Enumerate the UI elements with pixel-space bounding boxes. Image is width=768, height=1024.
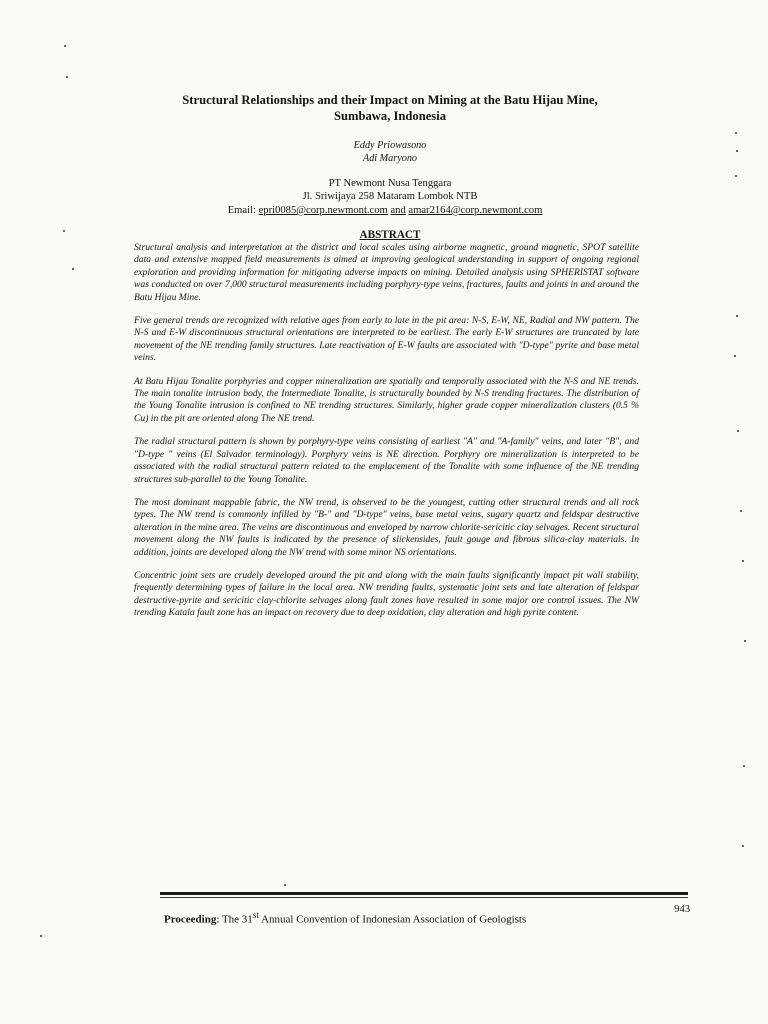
scan-speck bbox=[742, 560, 744, 562]
paper-title bbox=[130, 92, 650, 124]
email-conjunction: and bbox=[390, 205, 406, 216]
scan-speck bbox=[63, 230, 65, 232]
scan-speck bbox=[40, 935, 42, 937]
footer-proceeding bbox=[164, 908, 594, 927]
scan-speck bbox=[740, 510, 742, 512]
abstract-paragraph: Structural analysis and interpretation at the district and local scales using airborne magnetic, ground magnetic, SPOT satellite data and extensive mapped field measurements is aimed at improving geological understanding in support of ongoing regional exploration and providing information for mitigating adverse impacts on mining. Detailed analysis using SPHERISTAT software was conducted on over 7,000 structural measurements including porphyry-type veins, fractures, faults and joints in and around the Batu Hijau Mine. bbox=[134, 242, 639, 303]
title-line-1: Structural Relationships and their Impact on Mining at the Batu Hijau Mine, bbox=[182, 93, 598, 107]
email-line bbox=[150, 205, 620, 217]
affiliation-address: Jl. Sriwijaya 258 Mataram Lombok NTB bbox=[302, 190, 478, 202]
footer-text-post: Annual Convention of Indonesian Association of Geologists bbox=[258, 913, 527, 926]
scan-speck bbox=[64, 45, 66, 47]
page-number: 943 bbox=[674, 904, 690, 915]
scan-speck bbox=[72, 268, 74, 270]
footer-label: Proceeding bbox=[164, 913, 217, 926]
title-line-2: Sumbawa, Indonesia bbox=[334, 109, 446, 123]
scan-speck bbox=[736, 150, 738, 152]
scan-speck bbox=[744, 640, 746, 642]
email-address-1[interactable]: epri0085@corp.newmont.com bbox=[258, 205, 388, 216]
abstract-body bbox=[134, 242, 639, 631]
affiliation bbox=[190, 178, 590, 203]
abstract-paragraph: Five general trends are recognized with relative ages from early to late in the pit area: N-S, E-W, NE, Radial and NW pattern. The N-S and E-W discontinuous structural orientations are interpreted to be earliest. The early E-W structures are truncated by late movement of the NE trending family structures. Late reactivation of E-W faults are associated with "D-type" pyrite and base metal veins. bbox=[134, 315, 639, 364]
author-list bbox=[250, 139, 530, 165]
author-name: Adi Maryono bbox=[362, 153, 418, 164]
scan-speck bbox=[735, 175, 737, 177]
scan-speck bbox=[742, 845, 744, 847]
scan-speck bbox=[737, 430, 739, 432]
footer-rule-thick bbox=[160, 892, 688, 895]
email-address-2[interactable]: amar2164@corp.newmont.com bbox=[408, 205, 543, 216]
footer-superscript: st bbox=[252, 910, 259, 920]
abstract-paragraph: Concentric joint sets are crudely developed around the pit and along with the main faults significantly impact pit wall stability, frequently determining types of failure in the local area. NW trending faults, systematic joint sets and late alteration of feldspar destructive-pyrite and sericitic clay-chlorite selvages along fault zones have resulted in some major ore control issues. The NW trending Katala fault zone has an impact on recovery due to deep oxidation, clay alteration and high pyrite content. bbox=[134, 569, 639, 619]
footer-text-pre: : The 31 bbox=[216, 913, 253, 926]
abstract-paragraph: The most dominant mappable fabric, the NW trend, is observed to be the youngest, cutting other structural trends and all rock types. The NW trend is commonly infilled by "B-" and "D-type" veins, base metal veins, sugary quartz and feldspar destructive alteration in the mine area. The veins are discontinuous and enveloped by narrow chlorite-sericitic clay selvages. Recent structural movement along the NW faults is indicated by the presence of slickensides, fault gouge and fibrous silica-clay materials. In addition, joints are developed along the NW trend with some minor NS orientations. bbox=[134, 496, 639, 558]
scan-speck bbox=[284, 884, 286, 886]
affiliation-org: PT Newmont Nusa Tenggara bbox=[328, 178, 452, 189]
scan-speck bbox=[734, 355, 736, 357]
abstract-paragraph: The radial structural pattern is shown by porphyry-type veins consisting of earliest "A" and "A-family" veins, and later "B", and "D-type " veins (El Salvador terminology). Porphyry veins is NE direction. Porphyry ore mineralization is interpreted to be associated with the radial structural pattern related to the emplacement of the Tonalite with some influence of the NE trending structures sub-parallel to the Young Tonalite. bbox=[134, 436, 639, 485]
abstract-heading: ABSTRACT bbox=[359, 229, 421, 241]
scan-speck bbox=[66, 76, 68, 78]
email-label: Email: bbox=[227, 205, 256, 216]
abstract-paragraph: At Batu Hijau Tonalite porphyries and copper mineralization are spatially and temporally associated with the N-S and NE trends. The main tonalite intrusion body, the Intermediate Tonalite, is structurally bounded by N-S trending fractures. The distribution of the Young Tonalite intrusion is confined to NE trending structures. Similarly, higher grade copper mineralization clusters (0.5 % Cu) in the pit are oriented along The NE trend. bbox=[134, 375, 639, 424]
scan-speck bbox=[743, 765, 745, 767]
footer-rule-thin bbox=[160, 897, 688, 898]
scan-speck bbox=[736, 315, 738, 317]
scan-speck bbox=[735, 132, 737, 134]
author-name: Eddy Priowasono bbox=[353, 140, 427, 151]
